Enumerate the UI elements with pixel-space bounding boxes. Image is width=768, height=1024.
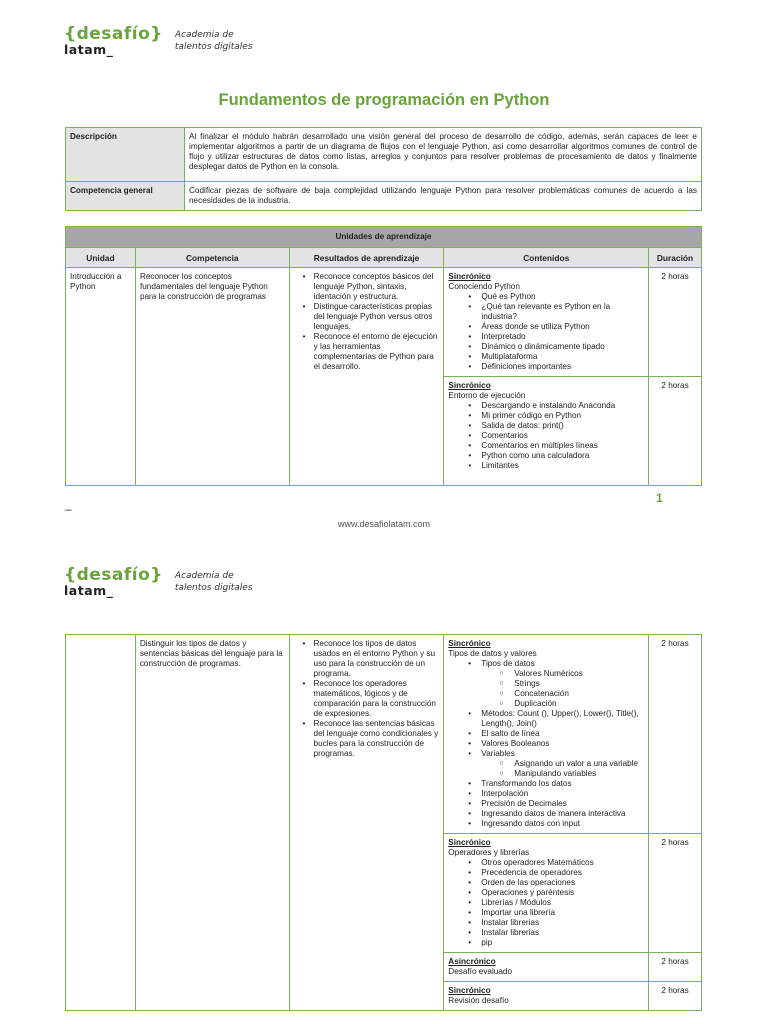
brand-tagline-2: talentos digitales xyxy=(174,583,253,593)
unit-competence: Distinguir los tipos de datos y sentencias básicas del lenguaje para la construcción de programas. xyxy=(135,635,289,1011)
list-item: ○ Strings xyxy=(448,679,644,689)
table-row xyxy=(66,268,702,377)
content-duration: 2 horas xyxy=(649,635,702,834)
list-item: • pip xyxy=(448,938,644,948)
content-cell xyxy=(444,377,649,486)
list-item: • Métodos: Count (), Upper(), Lower(), Title(), Length(), Join() xyxy=(448,709,644,729)
list-item: • Reconoce el entorno de ejecución y las herramientas complementarias de Python para el desarrollo. xyxy=(294,332,440,372)
units-banner: Unidades de aprendizaje xyxy=(66,227,702,248)
list-item: • Dinámico o dinámicamente tipado xyxy=(448,342,644,352)
content-duration: 2 horas xyxy=(649,268,702,377)
header-resultados: Resultados de aprendizaje xyxy=(289,248,444,268)
header-competencia: Competencia xyxy=(135,248,289,268)
competence-label: Competencia general xyxy=(66,182,185,211)
content-list xyxy=(448,401,644,471)
competence-text: Codificar piezas de software de baja complejidad utilizando lenguaje Python para resolver problemáticas comunes de acuerdo a las necesidades de la industria. xyxy=(185,182,702,211)
description-text: Al finalizar el módulo habrán desarrollado una visión general del proceso de desarrollo de código, además, serán capaces de leer e implementar algoritmos a partir de un diagrama de flujos con el lenguaje Python, así como desarrollar algoritmos comunes de control de flujo y utilizar estructuras de datos como listas, arreglos y conjuntos para resolver problemas de procesamiento de datos y finalmente desplegar datos de Python en la consola. xyxy=(185,128,702,182)
results-list xyxy=(294,272,440,372)
unit-name xyxy=(66,635,136,1011)
brand-tagline-1: Academia de xyxy=(174,571,234,581)
list-item: ○ Valores Numéricos xyxy=(448,669,644,679)
content-cell xyxy=(444,834,649,953)
list-item: • Variables xyxy=(448,749,644,759)
list-item: • Instalar librerias xyxy=(448,918,644,928)
list-item: • Qué es Python xyxy=(448,292,644,302)
list-item: ○ Manipulando variables xyxy=(448,769,644,779)
unit-results xyxy=(289,635,444,1011)
list-item: • Transformando los datos xyxy=(448,779,644,789)
content-duration: 2 horas xyxy=(649,982,702,1011)
list-item: • Orden de las operaciones xyxy=(448,878,644,888)
content-mode: Sincrónico xyxy=(448,272,491,281)
competence-row xyxy=(66,182,702,211)
brand-wordmark xyxy=(64,567,163,598)
list-item: • Reconoce los operadores matemáticos, lógicos y de comparación para la construcción de expresiones. xyxy=(294,679,440,719)
list-item: • Definiciones importantes xyxy=(448,362,644,372)
brand-wordmark xyxy=(64,26,163,57)
list-item: • Limitantes xyxy=(448,461,644,471)
list-item: • Valores Booleanos xyxy=(448,739,644,749)
results-list xyxy=(294,639,440,759)
list-item: • Ingresando datos con input xyxy=(448,819,644,829)
content-duration: 2 horas xyxy=(649,377,702,486)
unit-competence: Reconocer los conceptos fundamentales del lenguaje Python para la construcción de programas xyxy=(135,268,289,486)
brand-tagline-1: Academia de xyxy=(174,30,234,40)
content-mode: Sincrónico xyxy=(448,639,491,648)
unit-results xyxy=(289,268,444,486)
list-item: • Instalar librerias xyxy=(448,928,644,938)
content-mode: Sincrónico xyxy=(448,838,491,847)
list-item: • Mi primer código en Python xyxy=(448,411,644,421)
list-item: • Importar una librería xyxy=(448,908,644,918)
list-item: • Comentarios xyxy=(448,431,644,441)
content-list xyxy=(448,858,644,948)
list-item: • Operaciones y paréntesis xyxy=(448,888,644,898)
units-table xyxy=(65,226,702,486)
list-item: • Interpolación xyxy=(448,789,644,799)
list-item: • Descargando e instalando Anaconda xyxy=(448,401,644,411)
content-mode: Sincrónico xyxy=(448,986,491,995)
document-title: Fundamentos de programación en Python xyxy=(218,91,550,109)
list-item: • Áreas donde se utiliza Python xyxy=(448,322,644,332)
content-topic: Conociendo Python xyxy=(448,282,520,291)
brand-line2: latam_ xyxy=(64,42,114,57)
list-item: • Comentarios en múltiples líneas xyxy=(448,441,644,451)
brand-tagline-2: talentos digitales xyxy=(174,42,253,52)
list-item: • Interpretado xyxy=(448,332,644,342)
brand-tagline xyxy=(175,570,253,594)
description-row xyxy=(66,128,702,182)
list-item: • Salida de datos: print() xyxy=(448,421,644,431)
list-item: • Distingue características propias del lenguaje Python versus otros lenguajes. xyxy=(294,302,440,332)
content-cell xyxy=(444,982,649,1011)
content-topic: Desafío evaluado xyxy=(448,967,513,976)
footer-website[interactable]: www.desafiolatam.com xyxy=(337,519,431,529)
content-list xyxy=(448,659,644,829)
content-topic: Tipos de datos y valores xyxy=(448,649,537,658)
header-duracion: Duración xyxy=(649,248,702,268)
brand-line1: {desafío} xyxy=(64,565,163,585)
brand-logo xyxy=(64,24,253,57)
description-label: Descripción xyxy=(66,128,185,182)
list-item: • El salto de línea xyxy=(448,729,644,739)
list-item: • Reconoce los tipos de datos usados en el entorno Python y su uso para la construcción de un programa. xyxy=(294,639,440,679)
list-item: • Librerías / Módulos xyxy=(448,898,644,908)
units-table-continued xyxy=(65,634,702,1011)
content-cell xyxy=(444,268,649,377)
list-item: • Ingresando datos de manera interactiva xyxy=(448,809,644,819)
content-cell xyxy=(444,635,649,834)
list-item: ○ Asignando un valor a una variable xyxy=(448,759,644,769)
content-duration: 2 horas xyxy=(649,953,702,982)
brand-logo xyxy=(64,565,253,598)
info-table xyxy=(65,127,702,211)
list-item: • Python como una calculadora xyxy=(448,451,644,461)
header-unidad: Unidad xyxy=(66,248,136,268)
footer-dash: _ xyxy=(65,497,72,511)
brand-line1: {desafío} xyxy=(64,24,163,44)
list-item: • Tipos de datos xyxy=(448,659,644,669)
list-item: • Reconoce las sentencias básicas del lenguaje como condicionales y bucles para la construcción de programas. xyxy=(294,719,440,759)
content-topic: Entorno de ejecución xyxy=(448,391,526,400)
table-row xyxy=(66,635,702,834)
content-mode: Sincrónico xyxy=(448,381,491,390)
unit-name: Introducción a Python xyxy=(66,268,136,486)
brand-line2: latam_ xyxy=(64,583,114,598)
list-item: • Precisión de Decimales xyxy=(448,799,644,809)
list-item: • Multiplataforma xyxy=(448,352,644,362)
content-duration: 2 horas xyxy=(649,834,702,953)
content-topic: Operadores y librerías xyxy=(448,848,530,857)
header-contenidos: Contenidos xyxy=(444,248,649,268)
list-item: ○ Concatenación xyxy=(448,689,644,699)
content-list xyxy=(448,292,644,372)
list-item: • Precedencia de operadores xyxy=(448,868,644,878)
content-mode: Asincrónico xyxy=(448,957,496,966)
list-item: ○ Duplicación xyxy=(448,699,644,709)
page-number: 1 xyxy=(656,491,663,505)
list-item: • ¿Qué tan relevante es Python en la industria? xyxy=(448,302,644,322)
brand-tagline xyxy=(175,29,253,53)
content-cell xyxy=(444,953,649,982)
units-header-row xyxy=(66,248,702,268)
content-topic: Revisión desafío xyxy=(448,996,509,1005)
list-item: • Otros operadores Matemáticos xyxy=(448,858,644,868)
list-item: • Reconoce conceptos básicos del lenguaje Python, sintaxis, identación y estructura. xyxy=(294,272,440,302)
